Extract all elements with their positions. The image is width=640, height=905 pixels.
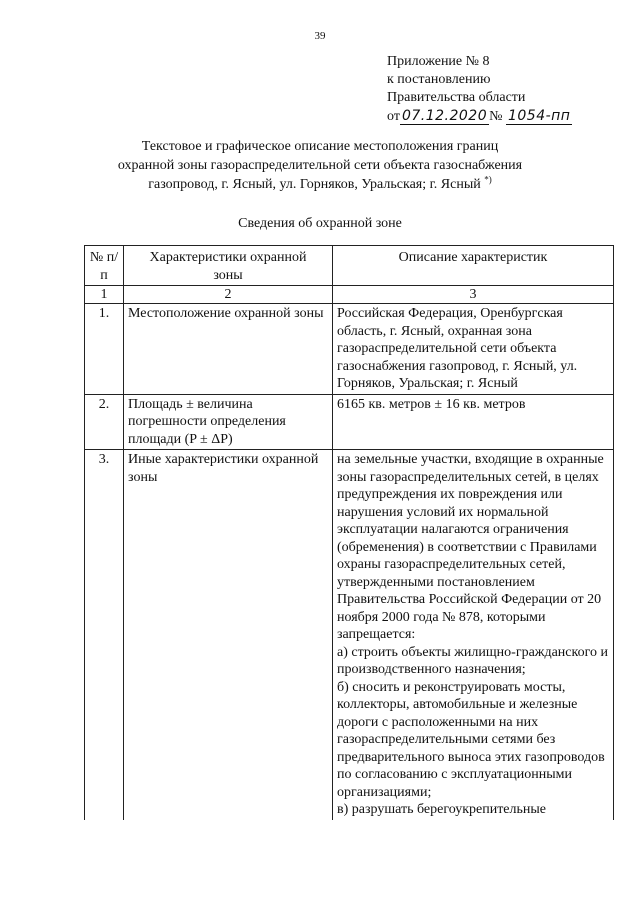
document-title — [0, 137, 640, 194]
number-label: № — [489, 109, 503, 124]
appendix-line-3: Правительства области — [387, 90, 526, 105]
title-line-2: охранной зоны газораспределительной сети объекта газоснабжения — [117, 158, 523, 173]
row-number: 3. — [85, 450, 124, 820]
description-item-b: б) сносить и реконструировать мосты, коллекторы, автомобильные и железные дороги с расположенными на них газораспределительными сетями без предварительного выноса этих газопроводов по согласованию с эксплуатационными организациями; — [337, 679, 605, 800]
title-line-3-text: газопровод, г. Ясный, ул. Горняков, Уральская; г. Ясный — [148, 177, 481, 192]
index-cell-1: 1 — [85, 286, 124, 304]
handwritten-number: 1054-пп — [507, 108, 571, 124]
header-characteristic: Характеристики охранной зоны — [124, 246, 333, 286]
description-text: Российская Федерация, Оренбургская область, г. Ясный, охранная зона газораспределительной сети объекта газоснабжения газопровод, г. Ясный, ул. Горняков, Уральская; г. Ясный — [337, 306, 578, 391]
handwritten-date: 07.12.2020 — [401, 108, 488, 124]
table-row — [85, 304, 614, 395]
table-header-row — [85, 246, 614, 286]
date-prefix: от — [387, 109, 400, 124]
row-number: 1. — [85, 304, 124, 395]
description-text: 6165 кв. метров ± 16 кв. метров — [337, 396, 526, 412]
table-row — [85, 450, 614, 820]
table-row — [85, 394, 614, 450]
row-description — [333, 450, 614, 820]
footnote-mark: *) — [484, 174, 492, 185]
index-cell-2: 2 — [124, 286, 333, 304]
appendix-line-2: к постановлению — [387, 72, 491, 87]
description-text: на земельные участки, входящие в охранные зоны газораспределительных сетей, в целях предупреждения их повреждения или нарушения условий их нормальной эксплуатации налагаются ограничения (обременения) в соответствии с Правилами охраны газораспределительных сетей, утвержденными постановлением Правительства Российской Федерации от 20 ноября 2000 года № 878, которыми запрещается: — [337, 452, 604, 642]
table-index-row — [85, 286, 614, 304]
title-line-1: Текстовое и графическое описание местоположения границ — [141, 139, 499, 154]
row-description — [333, 394, 614, 450]
description-item-a: а) строить объекты жилищно-гражданского и производственного назначения; — [337, 644, 608, 677]
row-characteristic: Иные характеристики охранной зоны — [124, 450, 333, 820]
appendix-line-1: Приложение № 8 — [387, 54, 490, 69]
index-cell-3: 3 — [333, 286, 614, 304]
header-description: Описание характеристик — [333, 246, 614, 286]
header-number: № п/п — [85, 246, 124, 286]
page-number: 39 — [314, 30, 326, 42]
zone-info-table — [84, 245, 614, 820]
title-line-3 — [0, 175, 640, 194]
appendix-date-line — [387, 107, 572, 126]
appendix-block — [387, 53, 572, 126]
row-description — [333, 304, 614, 395]
row-characteristic: Местоположение охранной зоны — [124, 304, 333, 395]
section-title: Сведения об охранной зоне — [238, 216, 402, 231]
row-number: 2. — [85, 394, 124, 450]
description-item-c: в) разрушать берегоукрепительные — [337, 802, 547, 817]
row-characteristic: Площадь ± величина погрешности определения площади (P ± ΔP) — [124, 394, 333, 450]
